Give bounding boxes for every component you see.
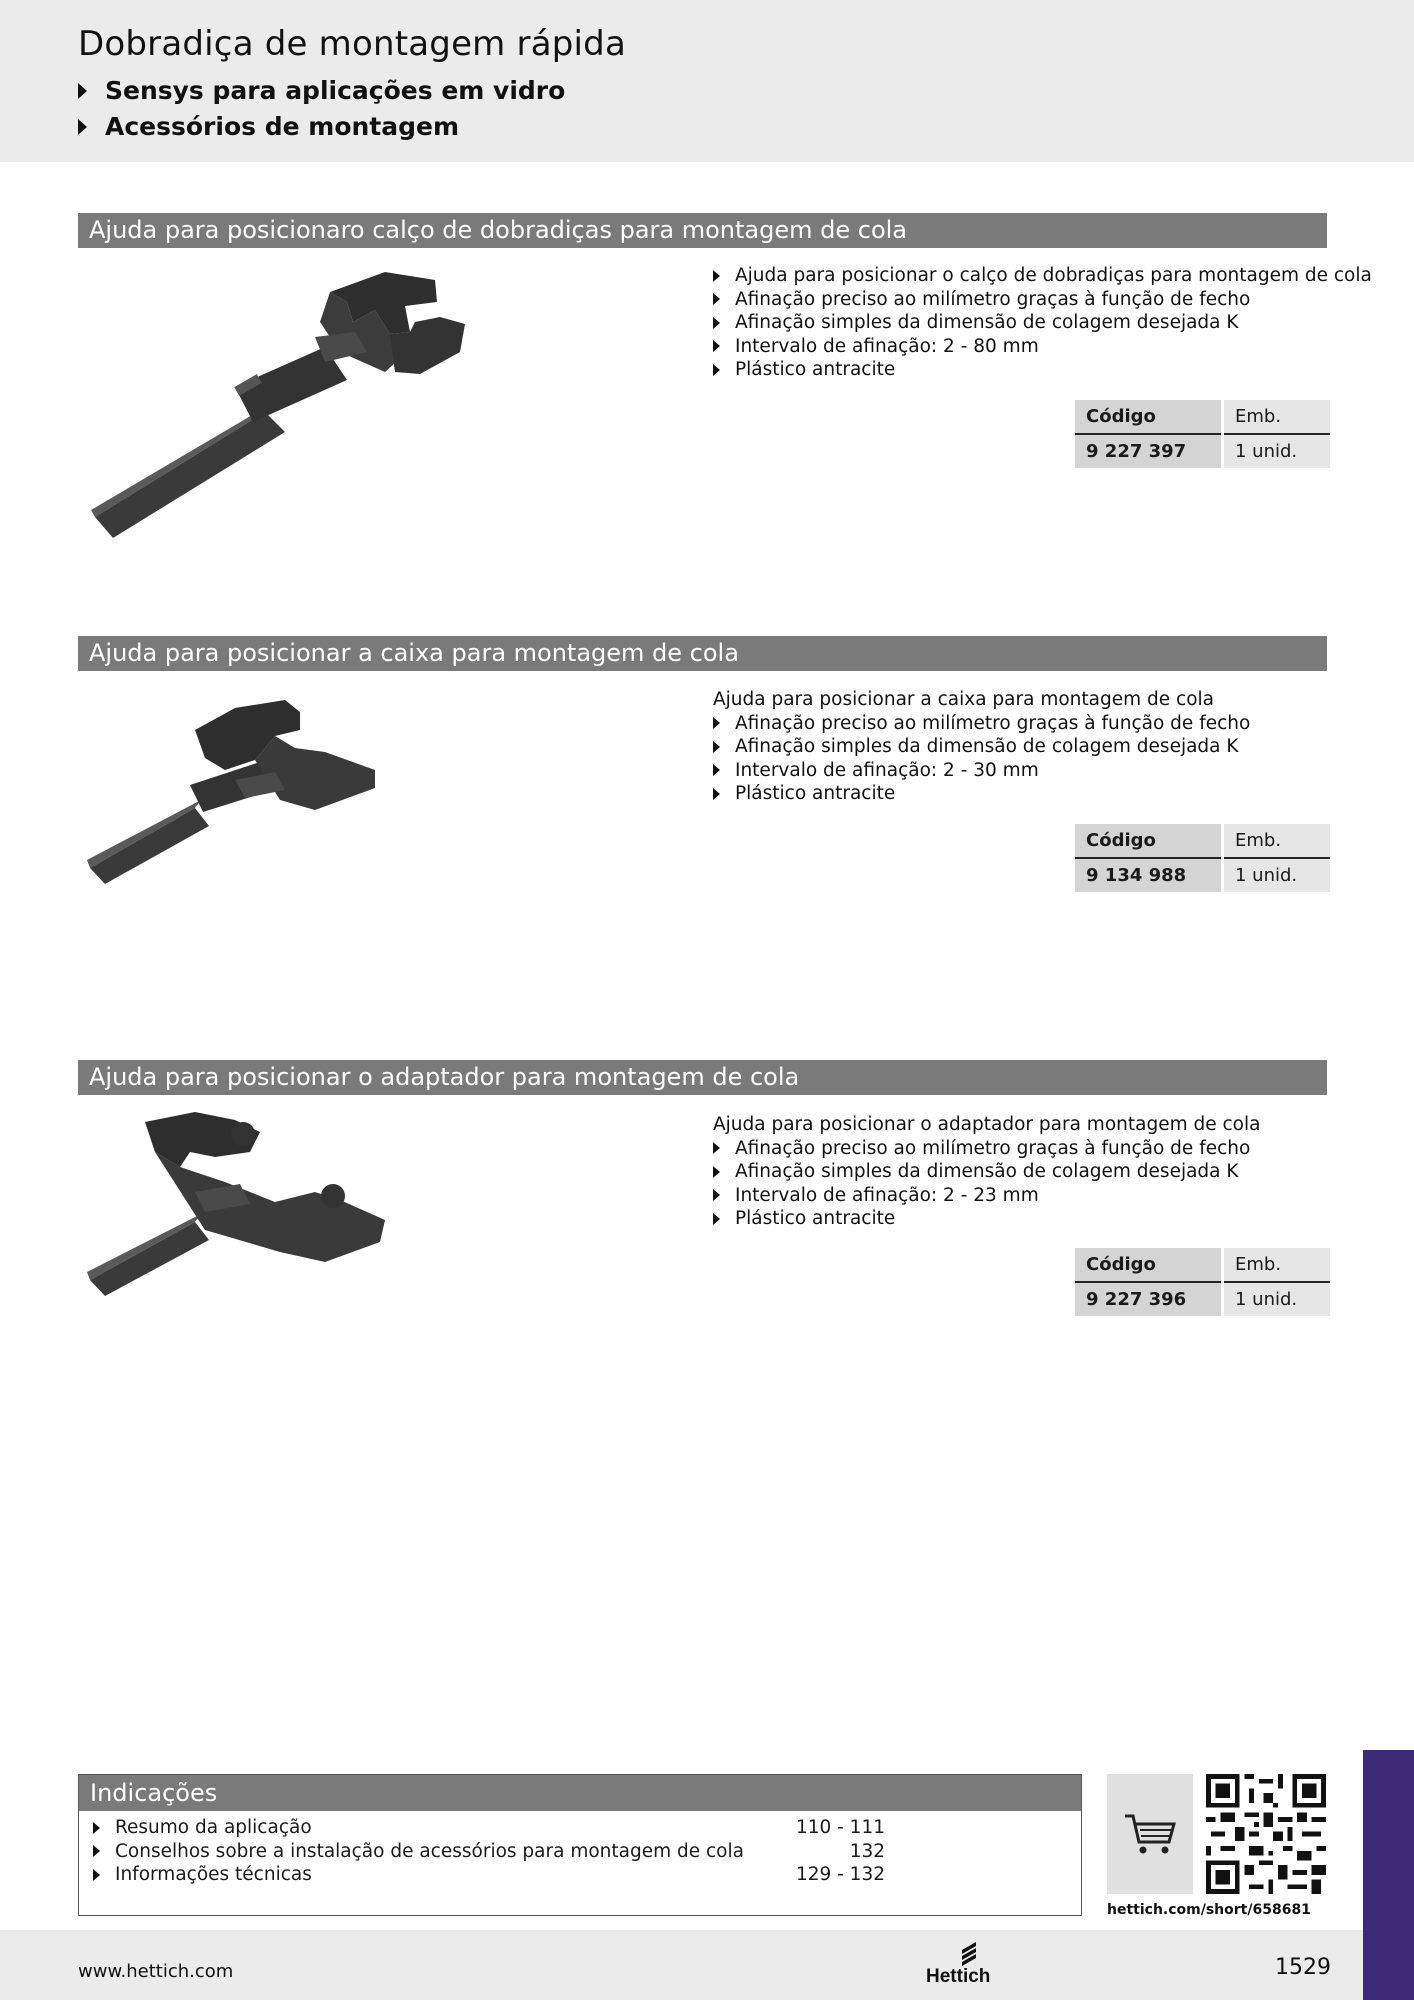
- feature-bullet: [713, 335, 1372, 359]
- arrow-right-icon: [713, 764, 720, 776]
- feature-bullet: [713, 782, 1250, 806]
- section-description: [713, 1113, 1260, 1231]
- article-code: 9 134 988: [1075, 859, 1221, 892]
- feature-bullet: [713, 311, 1372, 335]
- arrow-right-icon: [713, 340, 720, 352]
- article-code: 9 227 396: [1075, 1283, 1221, 1316]
- subtitle-accessories: [78, 112, 459, 141]
- arrow-right-icon: [93, 1822, 100, 1834]
- feature-text: Ajuda para posicionar o calço de dobradiças para montagem de cola: [735, 265, 1372, 286]
- subtitle-text: Sensys para aplicações em vidro: [105, 76, 566, 105]
- feature-bullet: [713, 735, 1250, 759]
- positioning-tool-image: [85, 262, 525, 552]
- feature-bullet: [713, 1207, 1260, 1231]
- reference-item[interactable]: [93, 1816, 885, 1840]
- subtitle-glass-applications: [78, 76, 565, 105]
- positioning-tool-image: [85, 1112, 385, 1322]
- positioning-tool-image: [85, 690, 385, 900]
- reference-pages: 132: [849, 1840, 885, 1862]
- arrow-right-icon: [713, 1189, 720, 1201]
- arrow-right-icon: [713, 317, 720, 329]
- order-table: [1072, 400, 1333, 468]
- pack-unit: 1 unid.: [1224, 859, 1330, 892]
- arrow-right-icon: [78, 83, 87, 99]
- arrow-right-icon: [93, 1869, 100, 1881]
- chapter-tab: [1363, 1750, 1414, 2000]
- references-list: [79, 1811, 1081, 1887]
- code-header: Código: [1075, 400, 1221, 435]
- feature-bullet: [713, 1137, 1260, 1161]
- arrow-right-icon: [713, 1142, 720, 1154]
- section-description: [713, 688, 1250, 806]
- references-title: Indicações: [79, 1775, 1081, 1811]
- section-intro: Ajuda para posicionar o adaptador para montagem de cola: [713, 1114, 1261, 1135]
- feature-text: Afinação preciso ao milímetro graças à função de fecho: [735, 288, 1251, 310]
- feature-text: Intervalo de afinação: 2 - 23 mm: [735, 1184, 1039, 1206]
- feature-bullet: [713, 1160, 1260, 1184]
- short-url-link[interactable]: hettich.com/short/658681: [1107, 1902, 1311, 1918]
- brand-name: Hettich: [926, 1966, 991, 1986]
- references-box: [78, 1774, 1082, 1916]
- section-title-bar: Ajuda para posicionaro calço de dobradiças para montagem de cola: [78, 213, 1327, 248]
- order-table: [1072, 1248, 1333, 1316]
- reference-label: Informações técnicas: [115, 1864, 312, 1885]
- feature-text: Intervalo de afinação: 2 - 80 mm: [735, 335, 1039, 357]
- arrow-right-icon: [713, 788, 720, 800]
- shopping-cart-icon: [1123, 1812, 1177, 1856]
- feature-bullet: [713, 264, 1372, 288]
- code-header: Código: [1075, 1248, 1221, 1283]
- reference-item[interactable]: [93, 1863, 885, 1887]
- feature-text: Afinação preciso ao milímetro graças à função de fecho: [735, 1137, 1251, 1159]
- feature-text: Afinação simples da dimensão de colagem desejada K: [735, 736, 1239, 757]
- section-intro: Ajuda para posicionar a caixa para montagem de cola: [713, 689, 1214, 710]
- arrow-right-icon: [713, 1213, 720, 1225]
- arrow-right-icon: [713, 364, 720, 376]
- reference-item[interactable]: [93, 1840, 885, 1864]
- feature-bullet: [713, 1184, 1260, 1208]
- pack-unit: 1 unid.: [1224, 1283, 1330, 1316]
- section-title-bar: Ajuda para posicionar o adaptador para montagem de cola: [78, 1060, 1327, 1095]
- arrow-right-icon: [713, 1166, 720, 1178]
- qr-code[interactable]: [1205, 1774, 1327, 1894]
- feature-text: Afinação simples da dimensão de colagem desejada K: [735, 1161, 1239, 1182]
- order-table: [1072, 824, 1333, 892]
- arrow-right-icon: [93, 1845, 100, 1857]
- feature-bullet: [713, 759, 1250, 783]
- pack-header: Emb.: [1224, 400, 1330, 435]
- article-code: 9 227 397: [1075, 435, 1221, 468]
- pack-unit: 1 unid.: [1224, 435, 1330, 468]
- feature-text: Intervalo de afinação: 2 - 30 mm: [735, 759, 1039, 781]
- arrow-right-icon: [713, 741, 720, 753]
- reference-label: Conselhos sobre a instalação de acessórios para montagem de cola: [115, 1840, 744, 1862]
- arrow-right-icon: [713, 270, 720, 282]
- feature-text: Plástico antracite: [735, 783, 896, 804]
- code-header: Código: [1075, 824, 1221, 859]
- pack-header: Emb.: [1224, 1248, 1330, 1283]
- arrow-right-icon: [78, 119, 87, 135]
- feature-bullet: [713, 288, 1372, 312]
- pack-header: Emb.: [1224, 824, 1330, 859]
- reference-pages: 129 - 132: [795, 1864, 885, 1885]
- section-title-bar: Ajuda para posicionar a caixa para montagem de cola: [78, 636, 1327, 671]
- page-number: 1529: [1275, 1955, 1331, 1980]
- shop-cart-button[interactable]: [1107, 1774, 1193, 1894]
- subtitle-text: Acessórios de montagem: [105, 112, 460, 141]
- section-description: [713, 264, 1372, 382]
- feature-text: Afinação simples da dimensão de colagem desejada K: [735, 312, 1239, 333]
- feature-text: Plástico antracite: [735, 1208, 896, 1229]
- feature-text: Afinação preciso ao milímetro graças à função de fecho: [735, 712, 1251, 734]
- reference-pages: 110 - 111: [795, 1817, 885, 1838]
- page-title: Dobradiça de montagem rápida: [78, 24, 626, 64]
- feature-text: Plástico antracite: [735, 359, 896, 380]
- arrow-right-icon: [713, 717, 720, 729]
- feature-bullet: [713, 712, 1250, 736]
- feature-bullet: [713, 358, 1372, 382]
- arrow-right-icon: [713, 293, 720, 305]
- footer-website-link[interactable]: www.hettich.com: [78, 1961, 234, 1982]
- reference-label: Resumo da aplicação: [115, 1817, 312, 1838]
- hettich-logo: [924, 1940, 996, 1986]
